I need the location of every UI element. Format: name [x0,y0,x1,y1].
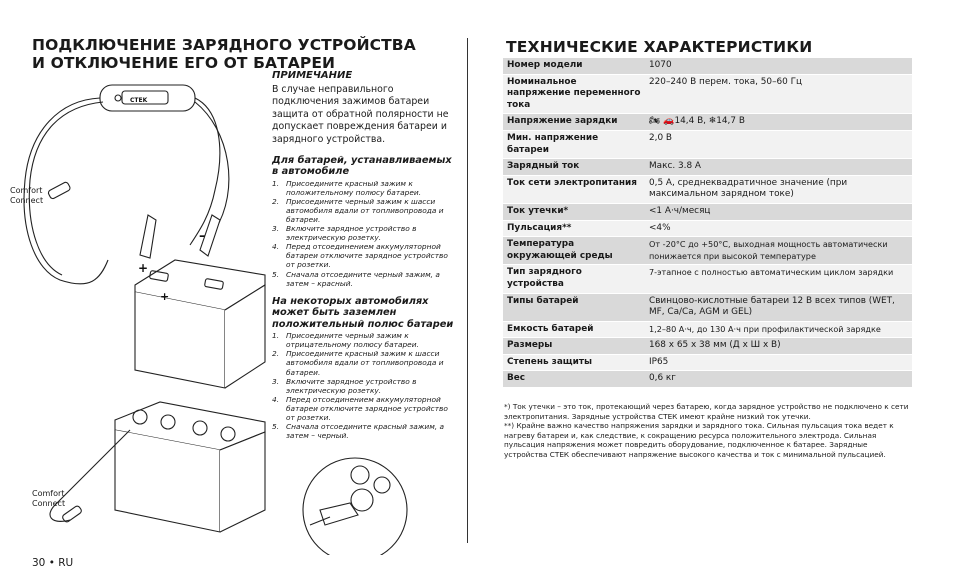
footnote-1: *) Ток утечки – это ток, протекающий через батарею, когда зарядное устройство не подключено к сети электропитания. Зарядные устройства СТЕК имеют крайне низкий ток утечки. [504,402,909,421]
list-item: 1. Присоедините черный зажим к отрицательному полюсу батареи. [272,331,419,350]
table-row: Номинальное напряжение переменного тока 220–240 В перем. тока, 50–60 Гц [503,74,912,114]
specs-table [503,58,912,388]
plus-sign-top: + [138,261,149,275]
section2-steps [272,331,454,440]
table-row: Степень защиты IP65 [503,354,912,371]
table-row: Ток сети электропитания 0,5 А, среднеквадратичное значение (при максимальном зарядном токе) [503,175,912,203]
page-number: 30 • RU [32,557,74,569]
table-row: Емкость батарей 1,2–80 А·ч, до 130 А·ч при профилактической зарядке [503,321,912,338]
list-item: 3. Включите зарядное устройство в электрическую розетку. [272,224,417,243]
list-item: 2. Присоедините черный зажим к шасси автомобиля вдали от топливопровода и батареи. [272,196,444,224]
page-title-connection: ПОДКЛЮЧЕНИЕ ЗАРЯДНОГО УСТРОЙСТВА И ОТКЛЮЧЕНИЕ ЕГО ОТ БАТАРЕИ [32,36,416,72]
note-body: В случае неправильного подключения зажимов батареи защита от обратной полярности не допускает повреждения батареи и зарядного устройства. [272,83,449,145]
list-item: 4. Перед отсоединением аккумуляторной батареи отключите зарядное устройство от розетки. [272,242,448,270]
note-title: ПРИМЕЧАНИЕ [272,70,353,81]
table-row: Размеры 168 х 65 х 38 мм (Д х Ш х В) [503,338,912,355]
table-row: Типы батарей Свинцово-кислотные батареи 12 В всех типов (WET, MF, Ca/Ca, AGM и GEL) [503,293,912,321]
section1-title: Для батарей, устанавливаемых в автомобиле [272,154,452,178]
table-row: Тип зарядного устройства 7-этапное с полностью автоматическим циклом зарядки [503,265,912,293]
footnotes [504,402,912,459]
table-row: Зарядный ток Макс. 3.8 А [503,159,912,176]
section2-title: На некоторых автомобилях может быть заземлен положительный полюс батареи [272,295,454,330]
comfort-connect-label-top: Comfort Connect [10,186,44,205]
list-item: 1. Присоедините красный зажим к положительному полюсу батареи. [272,178,422,197]
table-row: Температура окружающей среды От -20°С до +50°С, выходная мощность автоматически понижается при высокой температуре [503,237,912,265]
minus-sign-top: – [199,229,206,244]
table-row: Вес 0,6 кг [503,371,912,388]
terminal-detail-magnified [300,455,420,555]
comfort-connect-label-bottom: Comfort Connect [32,489,66,508]
list-item: 4. Перед отсоединением аккумуляторной батареи отключите зарядное устройство от розетки. [272,394,448,423]
list-item: 5. Сначала отсоедините черный зажим, а затем – красный. [272,269,440,288]
column-divider [467,38,468,543]
footnote-2: **) Крайне важно качество напряжения зарядки и зарядного тока. Сильная пульсация тока ведет к нагреву батареи и, как следствие, к сокращению ресурса положительного электрода. Сильная пульсация напряжения может повредить оборудование, подключенное к батарее. Зарядные устройства СТЕК обеспечивают напряжение высокого качества и ток с минимальной пульсацией. [504,421,894,459]
table-row: Мин. напряжение батареи 2,0 В [503,130,912,158]
list-item: 5. Сначала отсоедините красный зажим, а затем – черный. [272,422,445,441]
ctek-logo: CTEK [130,97,148,104]
motorcycle-icon: 🏍 [649,116,661,127]
charger-connection-illustration [0,70,270,550]
section1-steps [272,179,454,288]
table-row: Пульсация** <4% [503,220,912,237]
plus-sign-battery: + [160,290,170,303]
table-row: Ток утечки* <1 А·ч/месяц [503,203,912,220]
instructions-column [272,70,454,448]
page-title-specs: ТЕХНИЧЕСКИЕ ХАРАКТЕРИСТИКИ [506,38,813,56]
car-icon: 🚗 [663,116,675,127]
list-item: 2. Присоедините красный зажим к шасси автомобиля вдали от топливопровода и батареи. [272,349,444,377]
table-row: Напряжение зарядки 🏍 🚗14,4 В, ❄14,7 В [503,114,912,131]
list-item: 3. Включите зарядное устройство в электрическую розетку. [272,376,417,395]
table-row: Номер модели 1070 [503,58,912,74]
